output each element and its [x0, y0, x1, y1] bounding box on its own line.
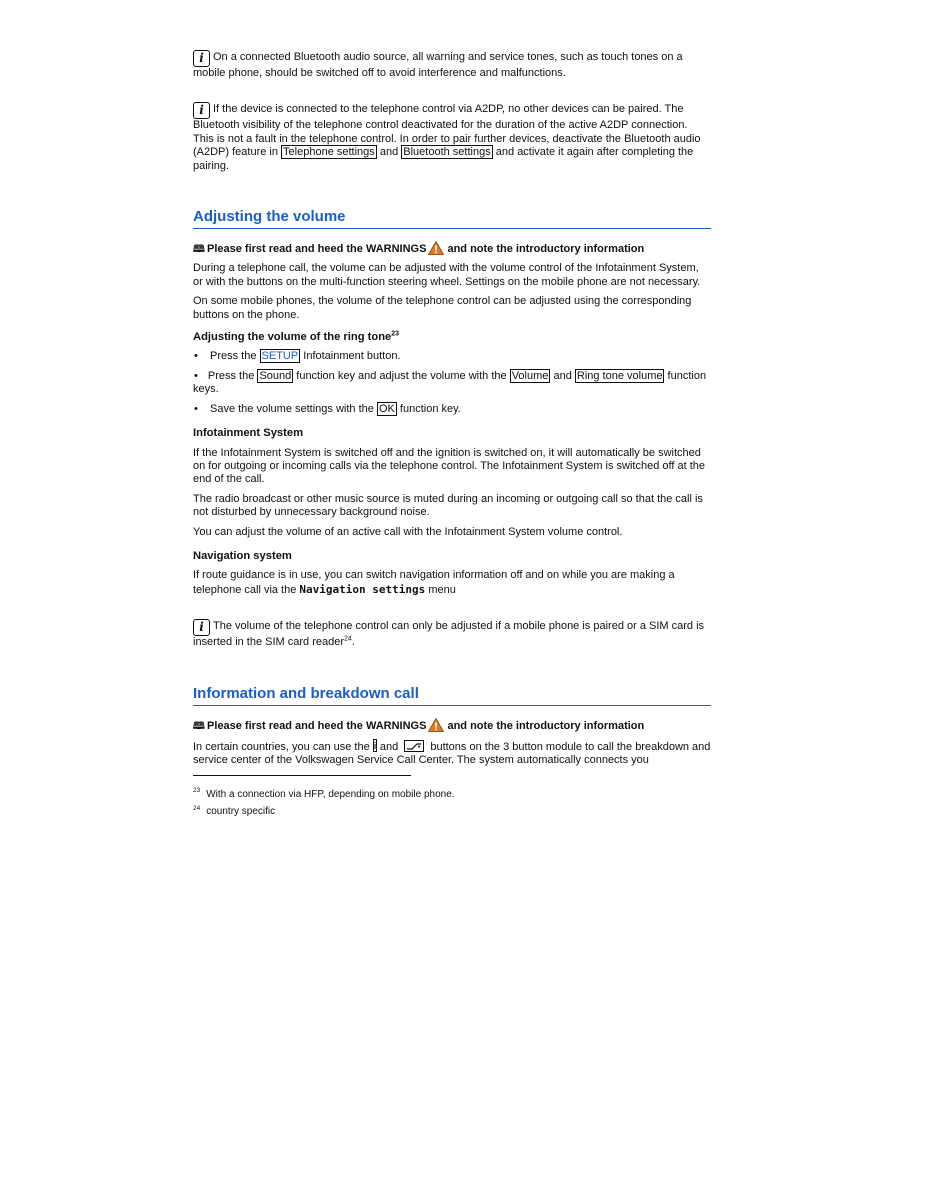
footnote-23: $^{23}$ With a connection via HFP, depending on mobile phone.: [193, 787, 455, 800]
ring-tone-volume-key[interactable]: Ring tone volume: [576, 369, 663, 382]
sound-key[interactable]: Sound: [259, 369, 292, 382]
volume-key[interactable]: Volume: [511, 369, 549, 382]
subheading-ringtone: Adjusting the volume of the ring tone$^{23}$: [193, 330, 400, 344]
info-call-button-icon: [373, 739, 377, 752]
info-note-1: [193, 50, 711, 80]
subheading-infotainment: Infotainment System: [193, 427, 304, 440]
paragraph: On some mobile phones, the volume of the telephone control can be adjusted using the corresponding buttons on the phone.: [193, 295, 692, 321]
warning-triangle-icon: [428, 241, 444, 255]
breakdown-call-button-icon: [404, 740, 424, 752]
paragraph: If route guidance is in use, you can switch navigation information off and on while you are making a telephone call via the Navigation settings menu: [193, 569, 675, 596]
page-content: [193, 48, 711, 819]
list-item: • Save the volume settings with the OK function key.: [194, 402, 461, 415]
list-item: • Press the SETUP Infotainment button.: [194, 350, 401, 363]
warning-triangle-icon: [428, 718, 444, 732]
list-item: • Press the Sound function key and adjust the volume with the Volume and Ring tone volume function keys.: [193, 369, 707, 396]
footnote-24: $^{24}$ country specific: [193, 804, 276, 818]
navigation-settings-menu[interactable]: Navigation settings: [299, 582, 426, 596]
subheading-navigation: Navigation system: [193, 549, 292, 562]
ok-key[interactable]: OK: [378, 402, 395, 415]
book-icon: 🕮: [193, 720, 205, 732]
note-text: On a connected Bluetooth audio source, all warning and service tones, such as touch tones on a mobile phone, should be switched off to avoid interference and malfunctions.: [193, 51, 683, 79]
info-note-3: i The volume of the telephone control can only be adjusted if a mobile phone is paired or a SIM card is inserted in the SIM card reader$^{24}$.: [193, 620, 705, 649]
paragraph: You can adjust the volume of an active call with the Infotainment System volume control.: [193, 525, 623, 538]
steps-list: [193, 350, 711, 416]
section-heading-information-breakdown: Information and breakdown call: [193, 685, 711, 706]
read-first-notice: 🕮 Please first read and heed the WARNINGS and note the introductory information: [193, 243, 645, 256]
paragraph: In certain countries, you can use the and buttons on the 3 button module to call the breakdown and service center of the Volkswagen Service Call Center. The system automatically connects you: [193, 740, 711, 767]
setup-key[interactable]: SETUP: [261, 350, 299, 363]
paragraph: If the Infotainment System is switched off and the ignition is switched on, it will automatically be switched on for outgoing or incoming calls via the telephone control. The Infotainment System is switched off at the end of the call.: [193, 446, 705, 486]
read-first-notice: 🕮 Please first read and heed the WARNINGS and note the introductory information: [193, 719, 645, 732]
paragraph: During a telephone call, the volume can be adjusted with the volume control of the Infotainment System, or with the buttons on the multi-function steering wheel. Settings on the mobile phone are not necessary.: [193, 262, 701, 288]
info-icon: i: [193, 50, 210, 67]
paragraph: The radio broadcast or other music source is muted during an incoming or outgoing call so that the call is not disturbed by unnecessary background noise.: [193, 492, 703, 519]
info-icon: i: [193, 102, 210, 119]
bluetooth-settings-key[interactable]: Bluetooth settings: [403, 146, 491, 159]
section-heading-adjusting-volume: Adjusting the volume: [193, 208, 711, 229]
info-icon: i: [193, 619, 210, 636]
book-icon: 🕮: [193, 244, 205, 256]
info-note-2: i If the device is connected to the telephone control via A2DP, no other devices can be paired. The Bluetooth visibility of the telephone control deactivated for the duration of the active A2DP connection. This is not a fault in the telephone control. In order to pair further devices, deactivate the Bluetooth audio (A2DP) feature in Telephone settings and Bluetooth settings and activate it again after completing the pairing.: [193, 103, 701, 172]
footnote-divider: [193, 775, 411, 776]
telephone-settings-key[interactable]: Telephone settings: [283, 146, 375, 159]
